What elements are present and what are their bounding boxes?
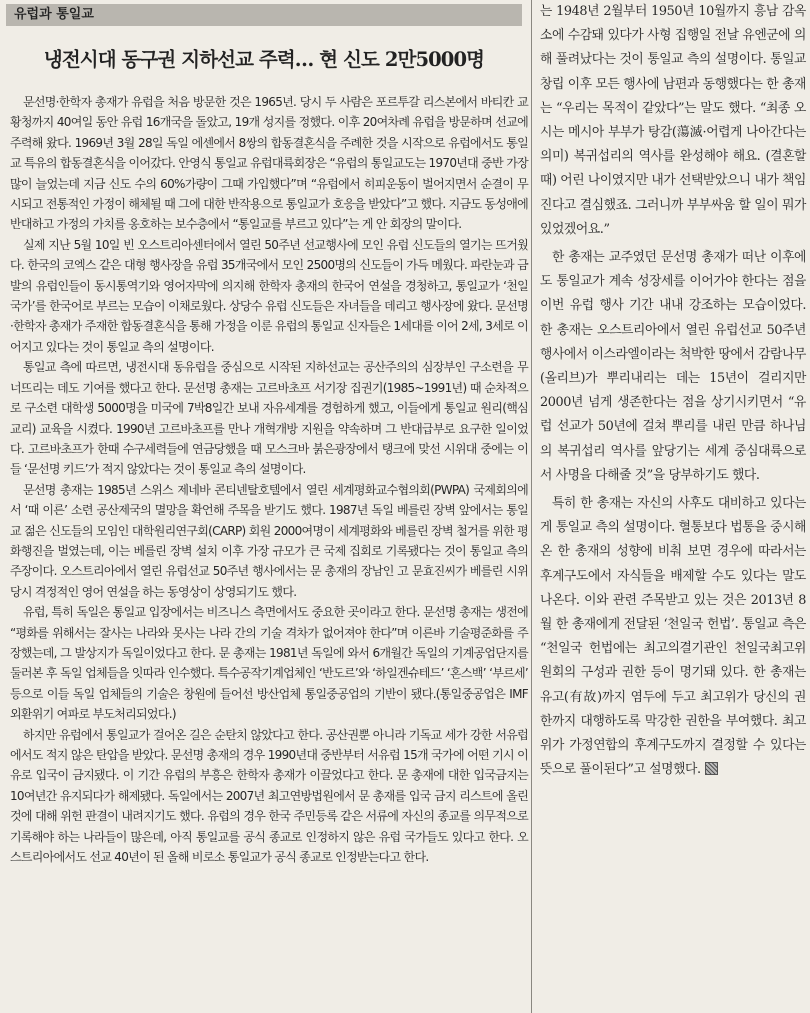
paragraph: 실제 지난 5월 10일 빈 오스트리아센터에서 열린 50주년 선교행사에 모인 유럽 신도들의 열기는 뜨거웠다. 한국의 코엑스 같은 대형 행사장을 유럽 35개국에서 모인 2500명의 신도들이 가득 메웠다. 파란눈과 금발의 유럽인들이 동시통역기와 영어자막에 의지해 한학자 총재의 한국어 연설을 경청하고, 통일교가 ‘천일국가’를 한국어로 부르는 모습이 이채로웠다. 상당수 유럽 신도들은 자녀들을 데리고 행사장에 왔다. 문선명·한학자 총재가 주재한 합동결혼식을 통해 가정을 이룬 유럽의 통일교 신자들은 1세대를 이어 2세, 3세로 이어지고 있다는 것이 통일교 측의 설명이다. — [10, 237, 528, 354]
paragraph — [540, 492, 806, 782]
paragraph-text: 특히 한 총재는 자신의 사후도 대비하고 있다는 게 통일교 측의 설명이다. 혈통보다 법통을 중시해온 한 총재의 성향에 비춰 보면 경우에 따라서는 후계구도에서 자식들을 배제할 수도 있다는 말도 나온다. 이와 관련 주목받고 있는 것은 2013년 8월 한 총재에게 전달된 ‘천일국 헌법’. 통일교 측은 “천일국 헌법에는 최고의결기관인 천일국최고위원회의 구성과 권한 등이 명기돼 있다. 한 총재는 유고(有故)까지 염두에 두고 최고위가 당신의 권한까지 대행하도록 막강한 권한을 부여했다. 최고위가 가정연합의 후계구도까지 결정할 수 있다는 뜻으로 풀이된다”고 설명했다. — [540, 496, 806, 778]
paragraph: 통일교 측에 따르면, 냉전시대 동유럽을 중심으로 시작된 지하선교는 공산주의의 심장부인 구소련을 무너뜨리는 데도 기여를 했다고 한다. 문선명 총재는 고르바초프 서기장 집권기(1985~1991년) 때 순차적으로 구소련 대학생 5000명을 미국에 7박8일간 보내 자유세계를 경험하게 했고, 이들에게 통일교 원리(핵심 교리) 교육을 시켰다. 1990년 고르바초프를 만나 개혁개방 지원을 약속하며 그 반대급부로 요구한 일이었다. 고르바초프가 한때 수구세력들에 연금당했을 때 모스크바 붉은광장에서 탱크에 맞선 시위대 중에는 이들 ‘문선명 키드’가 적지 않았다는 것이 통일교 측의 설명이다. — [10, 360, 528, 477]
left-article-body — [10, 92, 528, 867]
paragraph: 유럽, 특히 독일은 통일교 입장에서는 비즈니스 측면에서도 중요한 곳이라고 한다. 문선명 총재는 생전에 “평화를 위해서는 잘사는 나라와 못사는 나라 간의 기술 격차가 없어져야 한다”며 이른바 기술평준화를 주장했는데, 그 발상지가 독일이었다고 한다. 문 총재는 1981년 독일에 와서 6개월간 독일의 기계공업단지를 둘러본 후 독일 업체들을 잇따라 인수했다. 특수공작기계업체인 ‘반도르’와 ‘하일겐슈테드’ ‘혼스백’ ‘부르세’ 등으로 이들 독일 업체들의 기술은 창원에 들어선 방산업체 통일중공업의 기반이 됐다.(통일중공업은 IMF 외환위기 여파로 부도처리되었다.) — [10, 605, 528, 722]
headline: 냉전시대 동구권 지하선교 주력… 현 신도 2만5000명 — [43, 48, 485, 71]
section-label: 유럽과 통일교 — [6, 4, 522, 26]
paragraph: 하지만 유럽에서 통일교가 걸어온 길은 순탄치 않았다고 한다. 공산권뿐 아니라 기독교 세가 강한 서유럽에서도 적지 않은 탄압을 받았다. 문선명 총재의 경우 1990년대 중반부터 서유럽 15개 국가에 어떤 기시 이유로 입국이 금지됐다. 이 기간 유럽의 부흥은 한학자 총재가 이끌었다고 한다. 문 총재에 대한 입국금지는 10여년간 유지되다가 해제됐다. 독일에서는 2007년 최고연방법원에서 문 총재를 입국 금지 리스트에 올린 것에 대해 위헌 판결이 내려지기도 했다. 유럽의 경우 한국 주민등록 같은 서류에 자신의 종교를 의무적으로 기록해야 하는 나라들이 많은데, 아직 통일교를 공식 종교로 인정하지 않은 유럽 국가들도 있다고 한다. 오스트리아에서도 선교 40년이 된 올해 비로소 통일교가 공식 종교로 인정받는다고 한다. — [10, 727, 528, 865]
right-article-body — [540, 0, 806, 783]
paragraph: 문선명·한학자 총재가 유럽을 처음 방문한 것은 1965년. 당시 두 사람은 포르투갈 리스본에서 바티칸 교황청까지 40여일 동안 유럽 16개국을 돌았고, 19개 성지를 정했다. 이후 20여차례 유럽을 방문하며 선교에 주력해 왔다. 1969년 3월 28일 독일 에센에서 8쌍의 합동결혼식을 주례한 것을 시작으로 유럽에서도 통일교 특유의 합동결혼식을 이어갔다. 안영식 통일교 유럽대륙회장은 “유럽의 통일교도는 1970년대 중반 가장 많이 늘었는데 지금 신도 수의 60%가량이 그때 가입했다”며 “유럽에서 히피운동이 벌어지면서 순결이 무시되고 전통적인 가정이 해체될 때 그에 대한 반작용으로 통일교가 호응을 받았다”고 했다. 지금도 동성애에 반대하고 가정의 가치를 옹호하는 보수층에서 “통일교를 부르고 있다”는 게 안 회장의 말이다. — [10, 95, 528, 232]
paragraph: 한 총재는 교주였던 문선명 총재가 떠난 이후에도 통일교가 계속 성장세를 이어가야 한다는 점을 이번 유럽 행사 기간 내내 강조하는 모습이었다. 한 총재는 오스트리아에서 열린 유럽선교 50주년 행사에서 이스라엘이라는 척박한 땅에서 감람나무(올리브)가 뿌리내리는 데는 15년이 걸리지만 2000년 넘게 생존한다는 점을 상기시키면서 “유럽 선교가 50년에 걸쳐 뿌리를 내린 만큼 하나님의 복귀섭리 역사를 앞당기는 세계 중심대륙으로서 사명을 다해줄 것”을 당부하기도 했다. — [540, 250, 806, 483]
column-divider — [531, 0, 532, 1013]
right-column — [536, 0, 810, 1013]
end-mark-icon — [705, 762, 718, 775]
paragraph: 문선명 총재는 1985년 스위스 제네바 콘티넨탈호텔에서 열린 세계평화교수협의회(PWPA) 국제회의에서 ‘때 이른’ 소련 공산제국의 멸망을 확언해 주목을 받기도 했다. 1987년 독일 베를린 장벽 앞에서는 통일교 젊은 신도들의 모임인 대학원리연구회(CARP) 회원 2000여명이 세계평화와 베를린 장벽 철거를 위한 평화행진을 벌였는데, 이는 베를린 장벽 설치 이후 가장 규모가 큰 국제 집회로 기록됐다는 것이 통일교 측의 주장이다. 오스트리아에서 열린 유럽선교 50주년 행사에서는 문 총재의 장남인 고 문효진씨가 베를린 시위 당시 격정적인 영어 연설을 하는 동영상이 상영되기도 했다. — [10, 482, 528, 599]
paragraph: 는 1948년 2월부터 1950년 10월까지 흥남 감옥소에 수감돼 있다가 사형 집행일 전날 유엔군에 의해 풀려났다는 것이 통일교 측의 설명이다. 통일교 창립 이후 모든 행사에 남편과 동행했다는 한 총재는 “우리는 목적이 같았다”는 말도 했다. “최종 오시는 메시아 부부가 탕감(蕩滅·어렵게 나아간다는 의미) 복귀섭리의 역사를 완성해야 해요. (결혼할 때) 어린 나이였지만 내가 선택받았으니 내가 책임진다고 결심했죠. 그러니까 부부싸움 할 일이 뭐가 있었겠어요.” — [540, 4, 806, 237]
